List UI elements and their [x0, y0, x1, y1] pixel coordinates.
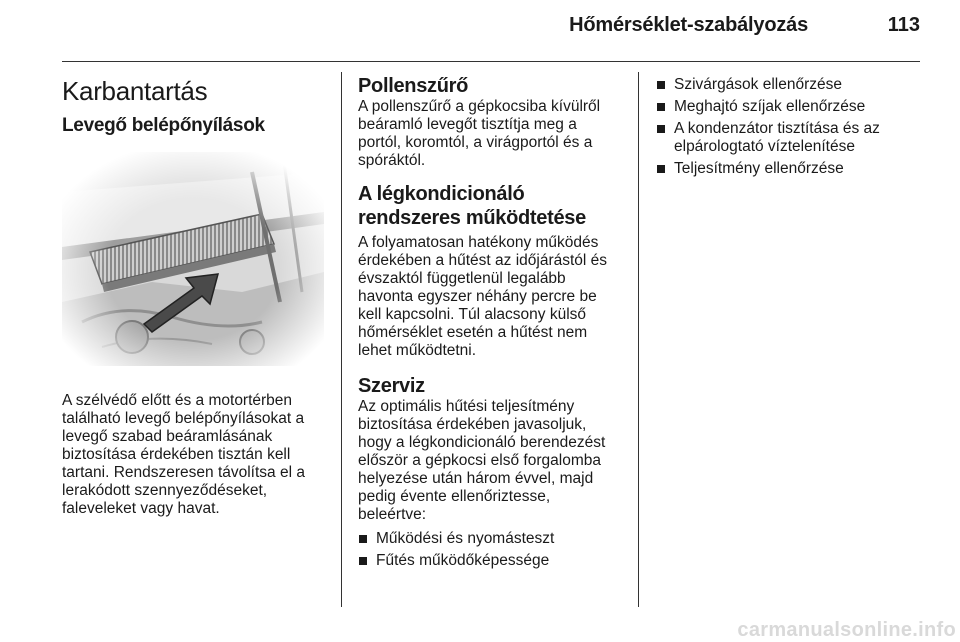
ac-operation-title: A légkondicionáló rendszeres működtetése: [358, 183, 586, 229]
header-title: Hőmérséklet-szabályozás: [569, 14, 808, 36]
column-1: [62, 66, 320, 518]
air-inlet-title: Levegő belépőnyílások: [62, 115, 265, 136]
column-2: [358, 66, 620, 574]
list-item: Szivárgások ellenőrzése: [656, 76, 918, 94]
ac-operation-paragraph: A folyamatosan hatékony működés érdekében a hűtést az időjárástól és évszaktól függetlenül legalább havonta egyszer néhány percre be kell kapcsolni. Túl alacsony külső hőmérséklet esetén a hűtést nem lehet működtetni.: [358, 234, 608, 359]
page-number: 113: [887, 14, 920, 36]
air-inlet-illustration: [62, 152, 324, 366]
column-divider-2: [638, 72, 639, 607]
bullet-square-icon: [657, 125, 665, 133]
list-item: Működési és nyomásteszt: [358, 530, 620, 548]
pollen-filter-paragraph: A pollenszűrő a gépkocsiba kívülről beáramló levegőt tisztítja meg a portól, koromtól, a virágportól és a spóráktól.: [358, 98, 601, 169]
page-header: [0, 0, 920, 62]
column-divider-1: [341, 72, 342, 607]
list-item: Teljesítmény ellenőrzése: [656, 160, 918, 178]
bullet-square-icon: [657, 165, 665, 173]
bullet-square-icon: [359, 557, 367, 565]
column-3: [656, 66, 918, 182]
header-rule: [62, 61, 920, 62]
section-title: Karbantartás: [62, 76, 208, 106]
pollen-filter-title: Pollenszűrő: [358, 75, 469, 97]
list-item: Fűtés működőképessége: [358, 552, 620, 570]
checks-bullet-list: [656, 76, 918, 178]
service-title: Szerviz: [358, 375, 425, 397]
bullet-square-icon: [359, 535, 367, 543]
list-item: Meghajtó szíjak ellenőrzése: [656, 98, 918, 116]
bullet-square-icon: [657, 81, 665, 89]
bullet-square-icon: [657, 103, 665, 111]
watermark: carmanualsonline.info: [737, 619, 956, 641]
service-paragraph: Az optimális hűtési teljesítmény biztosítása érdekében javasoljuk, hogy a légkondicionáló berendezést először a gépkocsi első forgalomba helyezése után három évvel, majd pedig évente ellenőriztesse, beleértve:: [358, 398, 606, 523]
list-item: A kondenzátor tisztítása és az elpárologtató víztelenítése: [656, 120, 918, 156]
air-inlet-paragraph: A szélvédő előtt és a motortérben található levegő belépőnyílásokat a levegő szabad beáramlásának biztosítása érdekében tisztán kell tartani. Rendszeresen távolítsa el a lerakódott szennyeződéseket, faleveleket vagy havat.: [62, 392, 305, 517]
service-bullet-list: [358, 530, 620, 570]
